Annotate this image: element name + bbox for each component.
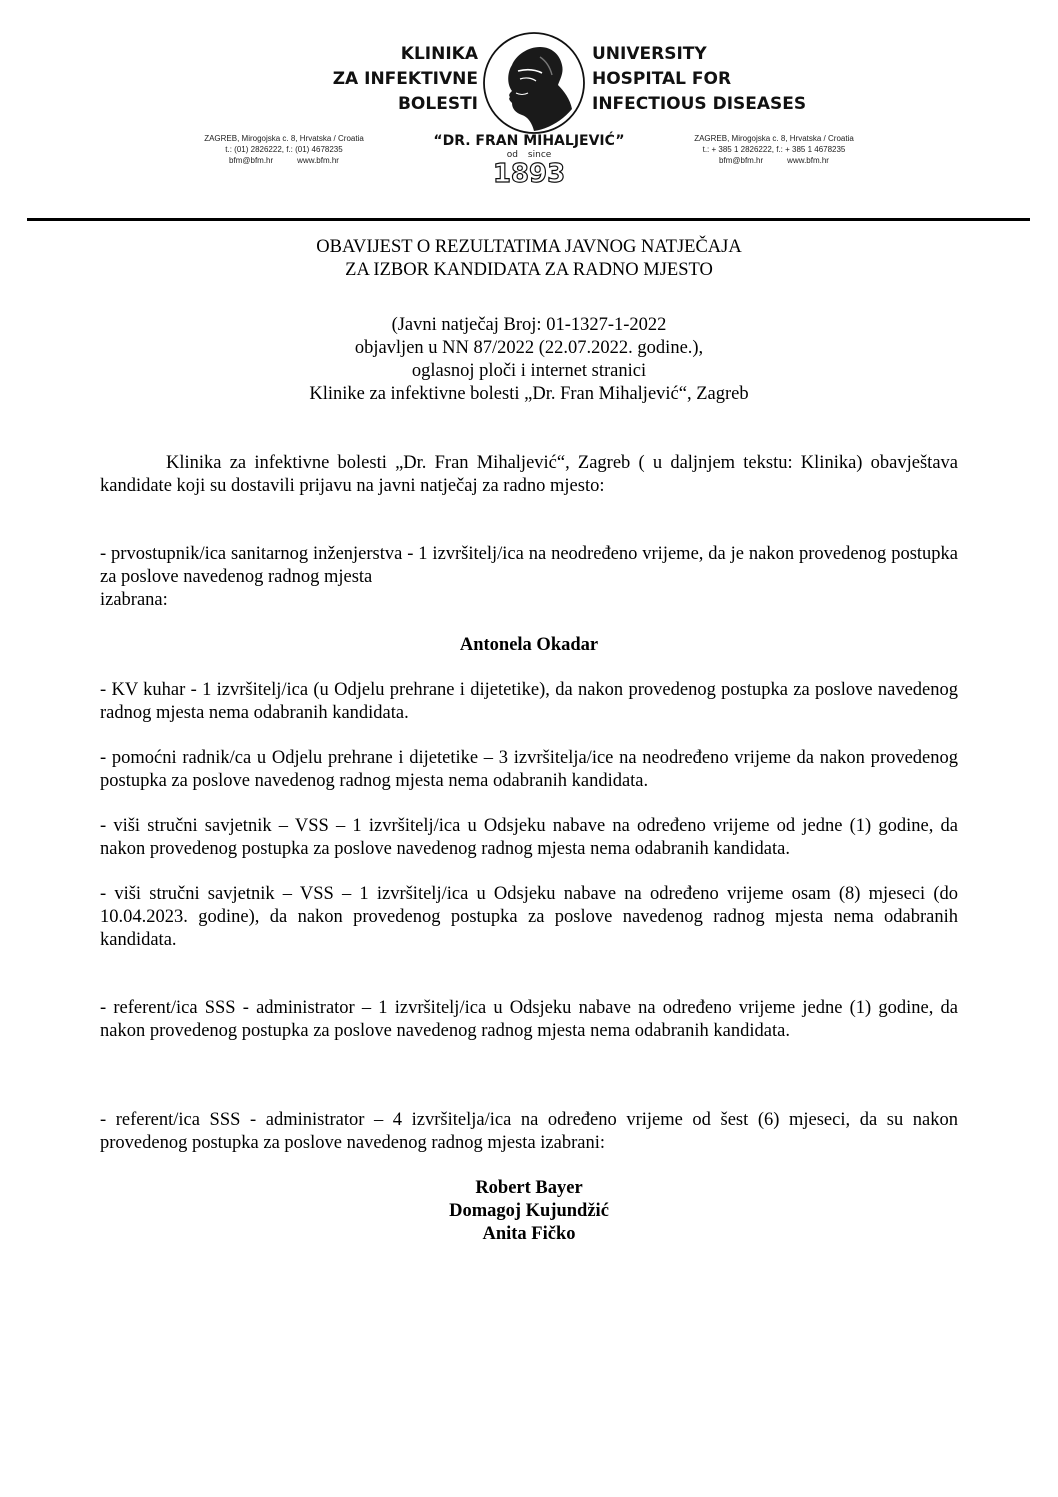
letterhead-right-phone: t.: + 385 1 2826222, f.: + 385 1 4678235	[702, 145, 846, 154]
letterhead	[0, 31, 1058, 135]
portrait-medallion-icon	[482, 31, 586, 135]
position-paragraph: - referent/ica SSS - administrator – 4 izvršitelja/ica na određeno vrijeme od šest (6) mjeseci, da su nakon provedenog postupka za poslove navedenog radnog mjesta izabrani:	[100, 1110, 958, 1153]
since-label-en: since	[527, 150, 552, 160]
header-divider	[27, 218, 1030, 221]
title-line: OBAVIJEST O REZULTATIMA JAVNOG NATJEČAJA	[316, 237, 742, 257]
founding-year: 1893	[492, 159, 566, 189]
letterhead-left-address: ZAGREB, Mirogojska c. 8, Hrvatska / Croatia	[204, 134, 364, 143]
subtitle-line: oglasnoj ploči i internet stranici	[411, 361, 647, 381]
subtitle-line: Klinike za infektivne bolesti „Dr. Fran Mihaljević“, Zagreb	[309, 384, 749, 404]
letterhead-left-contacts	[174, 133, 394, 166]
position-paragraph: - pomoćni radnik/ca u Odjelu prehrane i dijetetike – 3 izvršitelja/ice na neodređeno vrijeme da nakon provedenog postupka za poslove navedenog radnog mjesta nema odabranih kandidata.	[100, 748, 958, 791]
candidate-name: Domagoj Kujundžić	[449, 1201, 609, 1221]
title-line: ZA IZBOR KANDIDATA ZA RADNO MJESTO	[345, 260, 713, 280]
candidate-name: Robert Bayer	[475, 1178, 583, 1198]
subtitle-line: objavljen u NN 87/2022 (22.07.2022. godine.),	[354, 338, 704, 358]
letterhead-right-contacts	[664, 133, 884, 166]
letterhead-right-email: bfm@bfm.hr	[719, 156, 764, 165]
letterhead-institution-name: “DR. FRAN MIHALJEVIĆ”	[433, 133, 625, 149]
since-label-hr: od	[506, 150, 518, 160]
letterhead-contacts	[0, 133, 1058, 188]
position-paragraph: - viši stručni savjetnik – VSS – 1 izvršitelj/ica u Odsjeku nabave na određeno vrijeme od jedne (1) godine, da nakon provedenog postupka za poslove navedenog radnog mjesta nema odabranih kandidata.	[100, 816, 958, 859]
letterhead-croatian-name	[333, 42, 478, 117]
letterhead-right-web-row	[719, 155, 829, 166]
letterhead-left-phone: t.: (01) 2826222, f.: (01) 4678235	[225, 145, 343, 154]
document-body	[100, 236, 958, 1246]
document-title	[100, 236, 958, 282]
selected-candidates	[100, 634, 958, 657]
position-result-label: izabrana:	[100, 590, 168, 610]
letterhead-right-address: ZAGREB, Mirogojska c. 8, Hrvatska / Croatia	[694, 134, 854, 143]
selected-candidates	[100, 1177, 958, 1246]
letterhead-right-line: INFECTIOUS DISEASES	[592, 94, 807, 114]
letterhead-left-web: www.bfm.hr	[297, 156, 339, 165]
letterhead-right-line: UNIVERSITY	[592, 44, 707, 64]
letterhead-left-web-row	[229, 155, 339, 166]
letterhead-left-line: ZA INFEKTIVNE	[332, 69, 478, 89]
candidate-name: Antonela Okadar	[459, 635, 599, 655]
letterhead-left-line: BOLESTI	[397, 94, 478, 114]
letterhead-left-line: KLINIKA	[400, 44, 478, 64]
position-paragraph: - referent/ica SSS - administrator – 1 izvršitelj/ica u Odsjeku nabave na određeno vrijeme jedne (1) godine, da nakon provedenog postupka za poslove navedenog radnog mjesta nema odabranih kandidata.	[100, 998, 958, 1041]
position-paragraph: - prvostupnik/ica sanitarnog inženjerstva - 1 izvršitelj/ica na neodređeno vrijeme, da je nakon provedenog postupka za poslove navedenog radnog mjesta	[100, 544, 958, 587]
letterhead-left-email: bfm@bfm.hr	[229, 156, 274, 165]
letterhead-english-name	[592, 42, 806, 117]
position-paragraph: - viši stručni savjetnik – VSS – 1 izvršitelj/ica u Odsjeku nabave na određeno vrijeme osam (8) mjeseci (do 10.04.2023. godine), da nakon provedenog postupka za poslove navedenog radnog mjesta nema odabranih kandidata.	[100, 884, 958, 950]
document-subtitle	[100, 314, 958, 406]
subtitle-line: (Javni natječaj Broj: 01-1327-1-2022	[391, 315, 667, 335]
letterhead-right-line: HOSPITAL FOR	[592, 69, 732, 89]
position-paragraph: - KV kuhar - 1 izvršitelj/ica (u Odjelu prehrane i dijetetike), da nakon provedenog postupka za poslove navedenog radnog mjesta nema odabranih kandidata.	[100, 680, 958, 723]
intro-paragraph: Klinika za infektivne bolesti „Dr. Fran Mihaljević“, Zagreb ( u daljnjem tekstu: Klinika) obavještava kandidate koji su dostavili prijavu na javni natječaj za radno mjesto:	[100, 453, 958, 496]
letterhead-center	[404, 133, 654, 188]
letterhead-right-web: www.bfm.hr	[787, 156, 829, 165]
candidate-name: Anita Fičko	[482, 1224, 576, 1244]
